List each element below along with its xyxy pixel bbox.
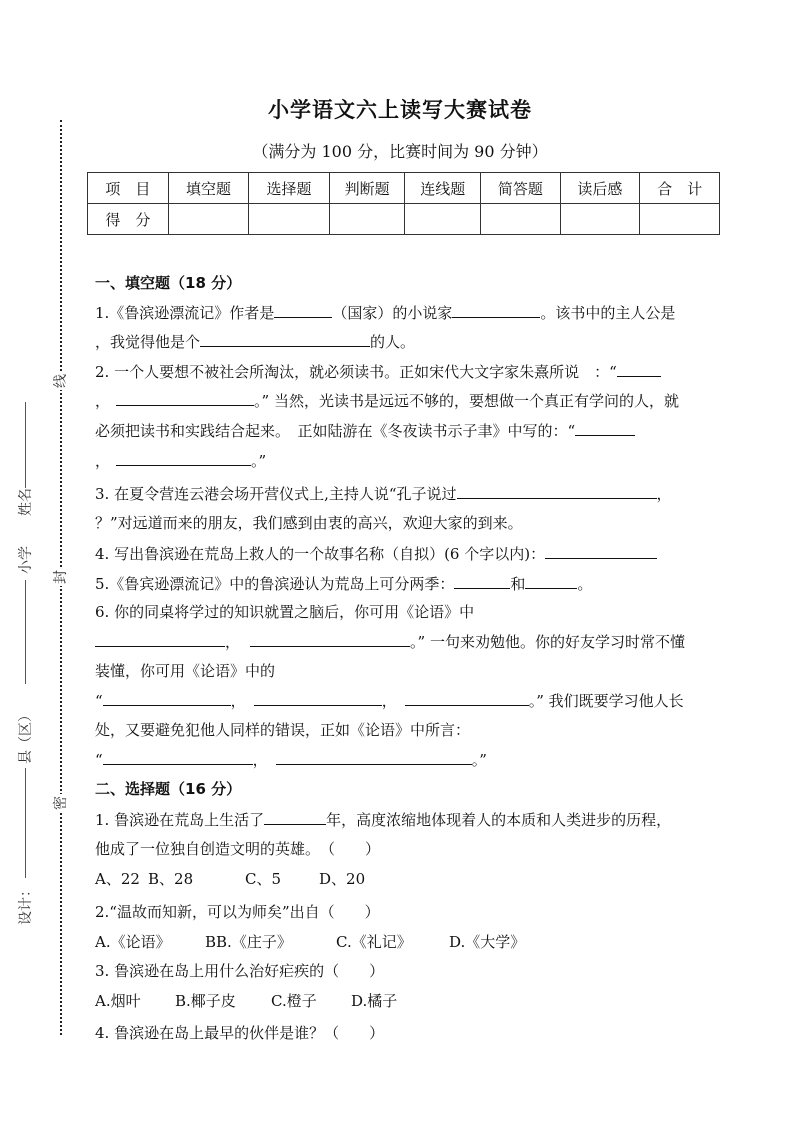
name-label: 姓名 xyxy=(18,488,34,516)
designer-label: 设计： xyxy=(18,883,34,925)
score-table xyxy=(87,172,720,235)
text: ， xyxy=(95,452,111,470)
text: 1. 鲁滨逊在荒岛上生活了 xyxy=(95,811,265,829)
option-a[interactable]: A、22 xyxy=(95,870,140,888)
answer-blank[interactable] xyxy=(103,691,231,706)
s1-q6-line6 xyxy=(95,750,715,770)
s1-q1-line1 xyxy=(95,303,715,323)
text: 5.《鲁宾逊漂流记》中的鲁滨逊认为荒岛上可分两季： xyxy=(95,575,455,593)
s2-q1-line1 xyxy=(95,810,715,830)
option-d[interactable]: D.橘子 xyxy=(351,992,398,1010)
row-header-item: 项 目 xyxy=(88,173,169,204)
score-table-header-row xyxy=(88,173,720,204)
column-matching: 连线题 xyxy=(405,173,481,204)
s1-q1-line2 xyxy=(95,332,715,352)
score-cell[interactable] xyxy=(640,204,720,235)
exam-subtitle: （满分为 100 分，比赛时间为 90 分钟） xyxy=(252,142,548,161)
text: 的人。 xyxy=(370,333,416,351)
text: 6. 你的同桌将学过的知识就置之脑后，你可用《论语》中 xyxy=(95,603,475,621)
text: 他成了一位独自创造文明的英雄。 （ ） xyxy=(95,840,381,858)
s1-q2-line3 xyxy=(95,421,715,441)
seal-mark-feng: 封 xyxy=(53,570,69,584)
answer-blank[interactable] xyxy=(274,303,332,318)
text: ， xyxy=(95,392,111,410)
answer-blank[interactable] xyxy=(617,362,661,377)
column-reflection: 读后感 xyxy=(560,173,640,204)
seal-mark-xian: 线 xyxy=(53,374,69,388)
text: 。” xyxy=(471,751,487,769)
score-cell[interactable] xyxy=(168,204,249,235)
s1-q3-line2 xyxy=(95,513,715,533)
option-d[interactable]: D、20 xyxy=(319,870,366,888)
score-cell[interactable] xyxy=(249,204,330,235)
text: 2. 一个人要想不被社会所淘汰，就必须读书。正如宋代大文字家朱熹所说 ：“ xyxy=(95,363,617,381)
text: 。该书中的主人公是 xyxy=(540,304,676,322)
school-label: 小学 xyxy=(18,546,34,574)
answer-blank[interactable] xyxy=(254,691,382,706)
text: ？”对远道而来的朋友，我们感到由衷的高兴，欢迎大家的到来。 xyxy=(95,514,523,532)
text: 必须把读书和实践结合起来。 正如陆游在《冬夜读书示子聿》中写的：“ xyxy=(95,422,576,440)
option-d[interactable]: D.《大学》 xyxy=(449,933,526,951)
s1-q6-line3 xyxy=(95,661,715,681)
row-header-score: 得 分 xyxy=(88,204,169,235)
answer-blank[interactable] xyxy=(264,810,326,825)
option-c[interactable]: C、5 xyxy=(245,870,282,888)
s2-q1-line2 xyxy=(95,839,715,859)
s1-q4 xyxy=(95,544,715,564)
text: ， xyxy=(225,633,241,651)
text: 1.《鲁滨逊漂流记》作者是 xyxy=(95,304,275,322)
text: ，我觉得他是个 xyxy=(95,333,201,351)
s2-q2-options xyxy=(95,932,715,952)
text: “ xyxy=(95,692,103,710)
text: 。” 一句来劝勉他。你的好友学习时常不懂 xyxy=(410,633,685,651)
answer-blank[interactable] xyxy=(103,750,253,765)
s2-q2 xyxy=(95,902,715,922)
answer-blank[interactable] xyxy=(454,574,510,589)
column-total: 合 计 xyxy=(640,173,720,204)
s2-q3 xyxy=(95,961,715,981)
score-cell[interactable] xyxy=(329,204,405,235)
text: 。” xyxy=(251,452,267,470)
option-b[interactable]: B、28 xyxy=(148,870,194,888)
section1-heading: 一、填空题（18 分） xyxy=(95,274,242,292)
answer-blank[interactable] xyxy=(452,303,540,318)
s1-q5 xyxy=(95,574,715,594)
text: ， xyxy=(656,485,672,503)
s2-q1-options xyxy=(95,869,715,889)
text: 。” 当然，光读书是远远不够的，要想做一个真正有学问的人，就 xyxy=(254,392,679,410)
county-label: 县（区） xyxy=(18,708,34,764)
option-c[interactable]: C.《礼记》 xyxy=(336,933,412,951)
answer-blank[interactable] xyxy=(545,544,657,559)
answer-blank[interactable] xyxy=(405,691,529,706)
s2-q4 xyxy=(95,1023,715,1043)
option-b[interactable]: BB.《庄子》 xyxy=(205,933,292,951)
s1-q2-line2 xyxy=(95,391,715,411)
name-field-line xyxy=(25,402,26,488)
text: ， xyxy=(252,751,268,769)
text: “ xyxy=(95,751,103,769)
answer-blank[interactable] xyxy=(525,574,577,589)
text: ， xyxy=(381,692,397,710)
s1-q2-line1 xyxy=(95,362,715,382)
s1-q6-line2 xyxy=(95,632,715,652)
s1-q3-line1 xyxy=(95,484,715,504)
s1-q6-line4 xyxy=(95,691,715,711)
seal-mark-mi: 密 xyxy=(53,796,69,810)
answer-blank[interactable] xyxy=(575,421,635,436)
answer-blank[interactable] xyxy=(457,484,657,499)
s1-q6-line5 xyxy=(95,720,715,740)
answer-blank[interactable] xyxy=(250,632,410,647)
answer-blank[interactable] xyxy=(116,451,251,466)
text: ， xyxy=(230,692,246,710)
score-cell[interactable] xyxy=(560,204,640,235)
school-field-line xyxy=(25,580,26,684)
text: 4. 写出鲁滨逊在荒岛上救人的一个故事名称（自拟）(6 个字以内)： xyxy=(95,545,546,563)
s1-q2-line4 xyxy=(95,451,715,471)
answer-blank[interactable] xyxy=(200,332,370,347)
option-a[interactable]: A.《论语》 xyxy=(95,933,171,951)
option-b[interactable]: B.椰子皮 xyxy=(175,992,236,1010)
text: 和 xyxy=(510,575,526,593)
text: 4. 鲁滨逊在岛上最早的伙伴是谁？（ ） xyxy=(95,1024,385,1042)
county-field-line xyxy=(25,768,26,878)
option-c[interactable]: C.橙子 xyxy=(271,992,317,1010)
text: 3. 在夏令营连云港会场开营仪式上,主持人说“孔子说过 xyxy=(95,485,457,503)
score-table-score-row xyxy=(88,204,720,235)
text: 装懂，你可用《论语》中的 xyxy=(95,662,276,680)
score-cell[interactable] xyxy=(405,204,481,235)
column-choice: 选择题 xyxy=(249,173,330,204)
text: （国家）的小说家 xyxy=(332,304,453,322)
column-fill-blank: 填空题 xyxy=(168,173,249,204)
text: 年，高度浓缩地体现着人的本质和人类进步的历程， xyxy=(326,811,672,829)
text: 。 xyxy=(577,575,593,593)
column-short-answer: 简答题 xyxy=(481,173,561,204)
score-cell[interactable] xyxy=(481,204,561,235)
answer-blank[interactable] xyxy=(116,391,254,406)
section2-heading: 二、选择题（16 分） xyxy=(95,780,242,798)
text: 。” 我们既要学习他人长 xyxy=(528,692,684,710)
option-a[interactable]: A.烟叶 xyxy=(95,992,141,1010)
column-judgement: 判断题 xyxy=(329,173,405,204)
text: 3. 鲁滨逊在岛上用什么治好疟疾的（ ） xyxy=(95,962,385,980)
text: 处，又要避免犯他人同样的错误，正如《论语》中所言： xyxy=(95,721,471,739)
s1-q6-line1 xyxy=(95,602,715,622)
text: 2.“温故而知新，可以为师矣”出自（ ） xyxy=(95,903,380,921)
s2-q3-options xyxy=(95,991,715,1011)
answer-blank[interactable] xyxy=(276,750,472,765)
answer-blank[interactable] xyxy=(95,632,225,647)
exam-title: 小学语文六上读写大赛试卷 xyxy=(268,98,532,122)
